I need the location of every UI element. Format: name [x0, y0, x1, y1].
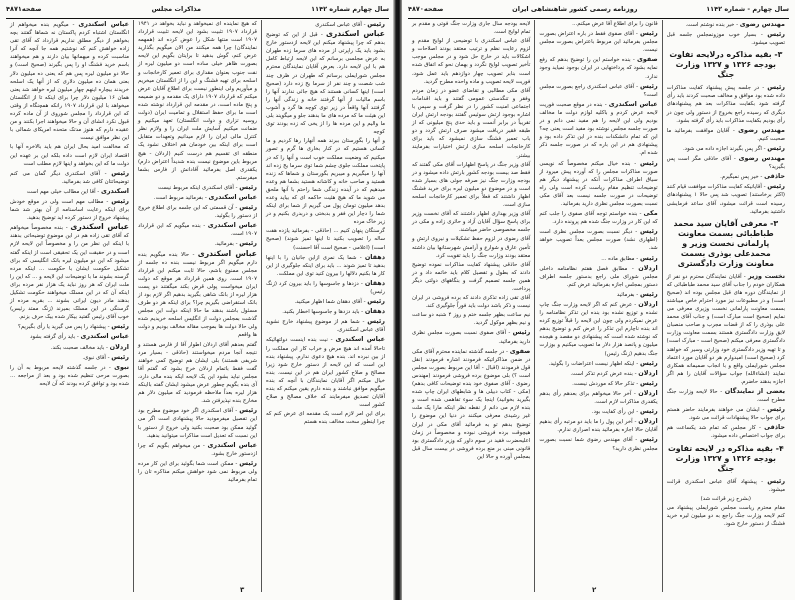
speaker-separator: -: [632, 419, 639, 426]
speaker-name: اردلان: [638, 388, 658, 397]
paragraph-text: گرسنگان پنهان کنیم ... (حاذقی - بفرمائید یازده هفت ساله را تصویب بکنید تا اینها تمیز شوند) (صحیح است) (اعلامی - صحیح است آقا احسنت): [266, 228, 385, 251]
right-page-columns: [408, 20, 789, 592]
speaker-separator: -: [233, 241, 240, 248]
paragraph: [266, 297, 385, 306]
paragraph: [138, 250, 257, 340]
right-page: [402, 0, 795, 600]
speaker-separator: -: [634, 83, 640, 90]
paragraph-text: بفرمائید.: [214, 241, 234, 248]
paragraph: [667, 172, 785, 181]
column: [408, 20, 535, 592]
speaker-name: حاذقی: [764, 172, 785, 181]
speaker-name: رئیس: [111, 322, 129, 331]
paragraph-text: بنده عرض کردم تذکر است.: [570, 370, 633, 377]
speaker-name: عباس اسکندری: [325, 29, 385, 39]
speaker-separator: -: [361, 22, 368, 28]
paragraph: [138, 193, 257, 202]
paragraph: [667, 83, 785, 124]
paragraph-text: آقای رضوی در لزوم حفظ تشکیلات و نیروی ارتش و تأمین عارق و شوارع و آرامش شهرستانها بیان داشته معتقد بودند وزارت جنگ را باید تقویت کرد.: [412, 236, 531, 259]
speaker-separator: -: [75, 334, 81, 341]
speaker-name: مکی: [643, 209, 658, 218]
speaker-name: رئیس: [767, 182, 785, 191]
speaker-name: حاذقی: [764, 423, 785, 432]
right-page-header: [408, 2, 789, 19]
paragraph: [138, 459, 257, 484]
paragraph-text: پیشنهاد آقای عباس اسکندری قرائت میشود.: [666, 478, 785, 493]
paragraph-text: گفتم بعدهم آقای اردلان اطوار آقا از فارس هستند و نتیجه آنجا مردم میخواستند (حاذقی - بسیار مرد شریفی هستند) بلی ایشان هم توضیح کمی خواهند گفت فقط باتمام اردلان خرج بشود که گفتم آقا مجلس نباید بشود این یک لایحه ایکه بنده مالی دارد، آی بنده بگویم چطور عرض میشود ایشان گفته بااینکه هزار لیره بعداً ملاحظه فرمودید که میلیون دلار هم مخارج بنده نپذیرفتن شد.: [138, 341, 257, 405]
section-heading: ۳- بقیه مذاکره درلایحه تفاوت بودجه ۱۳۲۶ و ۱۳۲۷ وزارت جنگ: [669, 50, 783, 80]
speaker-name: رئیس: [111, 168, 130, 177]
paragraph: [10, 353, 129, 362]
speaker-separator: -: [359, 319, 368, 326]
speaker-separator: -: [200, 442, 208, 449]
paragraph-text: بفرمائید: [616, 291, 635, 298]
speaker-separator: -: [761, 145, 768, 152]
speaker-separator: -: [730, 156, 739, 163]
paragraph-text: آقایان موافقت بفرمائید ما صحبت کنیم.: [666, 127, 785, 142]
paragraph: [667, 20, 785, 29]
paragraph: [266, 20, 385, 29]
speaker-name: رئیس: [639, 358, 658, 367]
speaker-separator: -: [361, 299, 368, 306]
issue-label: سال چهارم - شماره ۱۱۴۲: [706, 5, 789, 13]
paragraph-text: آقای صفوی نسبت بصورت مجلس نظری دارید بفرمائید.: [412, 330, 531, 345]
speaker-separator: -: [505, 330, 513, 337]
speaker-name: رئیس: [367, 297, 385, 306]
paragraph: [412, 20, 530, 36]
speaker-name: نبوی: [114, 362, 129, 371]
paragraph-text: برای این امر لازم است یک مقدمه ای عرض کنم که چرا اینطور سخت مخالف بنده هستم: [266, 411, 385, 426]
paragraph-text: آقای وزیر بهداری اظهار داشتند که آقای نخست وزیر برای پاسخ سؤال آقایان آزاد و حائری زاده و مکی در جلسه مخصوصی حاضر میباشند.: [412, 211, 531, 234]
paragraph: [138, 406, 257, 439]
paragraph-text: مقام محترم ریاست مجلس شورایملی پیشنهاد می کنم لایحه وزارت جنگ راجع به دو میلیون لیره خرید فشنگ از دستور خارج شود.: [666, 504, 785, 528]
speaker-name: رئیس: [639, 407, 658, 416]
paragraph-text: من میخواهم بگویم که چرا ازدستور خارج بشود.: [138, 442, 257, 457]
paragraph-text: آقای عباس اسکندری: [315, 22, 362, 28]
paragraph-text: میگویم بنده میخواهم از انگلستان اشتباه کردم پاکستان نه شماها گفتند بچه بخواهم از دیگر مطلق نداریم قرارداد که آقای تقی زاده خواهش کنم که نوشتیم همه جا آنچه که آنرا مناسبت کرده و میهمانها بیان دارند و هم میخواهند باسم خرید فشنگ او را پس بگیرند (صحیح است) و حالا دو میلیون لیره پس هم که یعنی ده میلیون دلار بعنی همان ده میلیون دلاری که از آنها یک اسلحه خریدند بیچاره اینهم چهار میلیون لیره خواهد شد یعنی همان ۱۶ میلیون دلار چرا برای اینکه تا از انگلستان میخواهد با این قرارداد ۱۹۰۷ رانکه همچنگاه از وقتی که این قرارداد را مجلس شوروی از آن ماده کرده قبول نکرد انشای آن و حالا میخواهند اجرا بکنند و من عقیده دارم که هنوز مدتک متحده امریکای شمالی با این نظر موافق نیست: [10, 22, 130, 142]
paragraph: [10, 322, 129, 331]
paragraph-text: مطابق فصل هفتم نظامنامه داخلی مجلس شورای ملی راجع بدستور جلسه اطراف دستور بمجلس اجازه بفرمائید عرض کنم.: [539, 265, 658, 288]
speaker-separator: -: [105, 364, 115, 371]
paragraph-text: آقای مهندس رضوی شما نسبت بصورت مجلس نظری دارید؟: [539, 437, 658, 452]
paragraph: [412, 294, 530, 310]
page-label: صفحه۴۸۷۰: [408, 5, 444, 13]
paragraph: [539, 209, 657, 226]
speaker-separator: -: [99, 170, 112, 177]
paragraph: [539, 227, 657, 252]
paragraph: [266, 317, 385, 334]
paragraph-text: باید دزدها و جاسوسها اخطار بکنید.: [282, 309, 360, 316]
paragraph: [539, 82, 657, 99]
paragraph-text: دزدها و جاسوسها را باید بیرون کرد (زنگ رئیس): [266, 280, 385, 295]
speaker-name: عباس اسکندری: [197, 248, 257, 258]
speaker-separator: -: [761, 184, 768, 191]
paragraph: [539, 379, 657, 388]
left-page: [0, 0, 395, 600]
speaker-name: رئیس: [767, 405, 785, 414]
speaker-name: عباس اسکندری: [208, 192, 257, 201]
speaker-separator: -: [359, 309, 365, 316]
speaker-name: رئیس: [767, 30, 785, 39]
speaker-separator: -: [632, 370, 639, 377]
paragraph: [667, 126, 785, 143]
paragraph-text: آقای دهقان شما اظهار میکنید.: [294, 299, 362, 306]
paragraph: [10, 187, 129, 196]
speaker-name: دهقان: [364, 252, 385, 261]
speaker-separator: -: [755, 425, 765, 432]
speaker-name: اردلان: [638, 368, 658, 377]
speaker-separator: -: [634, 409, 640, 416]
left-page-columns: [6, 20, 389, 592]
speaker-separator: -: [233, 408, 240, 415]
speaker-name: رئیس: [639, 378, 658, 387]
paragraph: [412, 311, 530, 327]
paragraph: [539, 359, 657, 368]
speaker-separator: -: [631, 390, 639, 397]
paragraph: [10, 223, 129, 321]
paragraph-text: کار مجلس که تمام شد یکساعت هم برای جواب اختصاص داده میشود.: [666, 425, 785, 440]
speaker-name: دهقان: [364, 307, 385, 316]
speaker-separator: -: [358, 280, 365, 287]
paragraph: [667, 423, 785, 440]
paragraph-text: اینکه اظهار نیست اعتراضات را بگوئید.: [548, 360, 635, 367]
paragraph-text: آقا این مطالب خیلی مهم است: [26, 188, 96, 195]
speaker-name: رئیس: [639, 81, 658, 90]
paragraph-text: قبل از این که توضیح بدهم که چرا پیشنهاد میکنم این لایحه ازدستور خارج بشود باید یک راپرتی از مرده های سرما زده طهران به عرض مجلسی برسانم که این لایحه ارتباط کامل هم با این لایحه دارد. بعرض آقایان نمایندگان محترم مجلس شورایملی برسانم که طهران در ظرف چند شب شصت و چند نفر از سرما یخ زده دارد (صحیح است) اینها کسانی هستند که هیچ جائی ندارند آنها را باسم مالیات از آنها گرفتند خانه و زندگی آنها را گرفتند آنها واقعاً در زیر توی کوچه ها گرد و آشوب این هیئت ما که مرده های ما بدهند جلو و میگویند بلی ما والیم و این مرده ها را از یخی که زده بودند توی کوچه: [266, 32, 385, 136]
paragraph: [667, 495, 785, 503]
speaker-name: رئیس: [512, 328, 531, 337]
speaker-separator: -: [356, 254, 365, 261]
speaker-name: رئیس: [639, 253, 658, 262]
speaker-name: اردلان: [638, 300, 658, 308]
paragraph-text: بنده خواستم این را توضیح بدهم که رفع نمایه بشود که پرداختهایی در ایران بوجود نمیاید وجود ندارد.: [539, 57, 658, 80]
speaker-separator: -: [634, 360, 640, 367]
speaker-separator: -: [105, 324, 112, 331]
paragraph-text: آخر این پول را ما باید دو مرتبه رأی بدهیم آقایان حالا اجازه بفرمائید بنده اصراری ندارم.: [539, 419, 658, 434]
column: [134, 20, 262, 592]
speaker-separator: -: [637, 211, 644, 218]
speaker-name: رئیس: [639, 289, 658, 298]
speaker-separator: -: [717, 389, 725, 395]
paragraph-text: آن قسمتی که این جلسه برای اطلاع خروج از دستور را بگوئید.: [138, 205, 257, 220]
paragraph: [138, 341, 257, 406]
paragraph-text: آقای اسکندری اگر خود موضوع مطرح بود این تفصیل میفرمودید حالا پیشنهادی است اگر می گوئید ممکن بود صحبت بکنید ولی خروج از دستور با این نسبت که تعدیل است مذاکرات میتوانید بدهید.: [138, 408, 257, 439]
speaker-name: عباس اسکندری: [80, 332, 129, 341]
section-title: مذاکرات مجلس: [151, 5, 202, 13]
paragraph: [266, 307, 385, 316]
paragraph-text: خیر پس نمیگیرم.: [720, 174, 759, 181]
speaker-separator: -: [634, 255, 640, 262]
paragraph-text: شما یک نمری ازاین جانیان را با اینها بدهید تا تمیز شوند ... باید برای اینکه جلوگیری از این کار ها بکنیم دلالها را بیرون کنید توی این مملکت.: [266, 254, 385, 277]
speaker-separator: -: [630, 160, 640, 167]
column: [663, 20, 789, 592]
paragraph-text: اگر پس بگیرند اجازه داده می شود.: [682, 145, 762, 152]
section-title: روزنامه رسمی کشور شاهنشاهی ایران: [512, 5, 638, 13]
paragraph-text: نیم ساعت بظهر جلسه ختم و روز ۴ شنبه دو ساعت و نیم بظهر موکول گردید.: [412, 312, 531, 327]
paragraph-text: تذکر حالا که موردش نیست.: [572, 380, 635, 387]
paragraph-text: نیت بنده اینست دولتهائیکه تاحالا آمده اند هیچ مرض و خراب کار این مملکت را از بین نبرده اند. بنده هیچ دعوی ندارم. پیشنهاد بنده این است که این لایحه از دستور خارج شود زیرا مصالح و صلاح کشور ایران هم در این نیست. بنده خیال میکنم اگر آقایان نمایندگان با آنچه که بنده میگویم موافق نباشند و بنده دارم یقین میکنم که بنده آقایان تصدیق میفرمایند که خلاف مصالح و صلاح کشور است: [266, 337, 385, 409]
paragraph: [539, 407, 657, 416]
paragraph-text: بنده خیال میکنم مخصوصاً که نویسی صورت مذاکرات مجلس را که آورده پیش میرود از سیاق اطراف مذاکرات آنکه در پیشنهاد دیگر هم توضیحات تنظیم مقام ریاست کرده است ولی راه توضیحات در صورت جلسه نیست بعد آقای مکی نسبت بصورت مجلس نظری دارید بفرمائید.: [539, 160, 658, 207]
paragraph: [539, 29, 657, 54]
speaker-separator: -: [741, 273, 748, 280]
paragraph: [266, 30, 385, 136]
speaker-separator: -: [189, 251, 198, 258]
speaker-separator: -: [103, 198, 112, 205]
paragraph: [10, 332, 129, 341]
speaker-name: صفوی: [509, 346, 531, 355]
speaker-separator: -: [630, 57, 638, 64]
speaker-name: رئیس: [767, 476, 786, 485]
speaker-name: اردلان: [638, 417, 658, 426]
speaker-separator: -: [759, 85, 768, 92]
paragraph: [10, 169, 129, 186]
speaker-separator: -: [203, 194, 209, 201]
speaker-name: عباس اسکندری: [78, 20, 129, 28]
speaker-name: اسکندری: [100, 186, 129, 195]
paragraph: [539, 20, 657, 28]
speaker-name: اردلان: [638, 263, 658, 272]
paragraph: [266, 279, 385, 296]
speaker-separator: -: [734, 22, 740, 28]
speaker-separator: -: [95, 188, 101, 195]
left-page-header: [6, 2, 389, 19]
speaker-separator: -: [634, 291, 640, 298]
paragraph: [539, 290, 657, 299]
speaker-separator: -: [758, 174, 765, 181]
paragraph: [266, 253, 385, 278]
paragraph-text: آقای عباس اسکندری راجع بصورت مجلس است؟: [539, 83, 658, 98]
speaker-name: رئیس: [639, 29, 658, 38]
paragraph-text: لایحه بودجه سال جاری وزارت جنگ فوتی و مقدم بر تمام لوایح است.: [412, 21, 531, 36]
paragraph: [539, 435, 657, 452]
speaker-name: رئیس: [239, 182, 257, 191]
paragraph: [667, 477, 785, 494]
speaker-name: رئیس: [767, 143, 785, 152]
paragraph-text: آقایان نمایندگان محترم دو نفر از همکاران خودم را جناب آقای سید محمد طباطبائی که از نمایندگان دوره های قبل مجلس بوده اند (صحیح است) و در مطبوعات نیز مورد احترام خاص میباشند بسمت معاونت پارلمانی نخست وزیری معرفی می نمایم (صحیح است مبارک است) و جناب آقای محمد علی بوذری را که از قضات مجرب و صاحب منصبان لایق وزارت دادگستری هستند بسمت معاونت وزارت دادگستری معرفی میکنم (صحیح است - مبارک است) و تا تهیه وزیر دادگستری خود وزارتی وسیر که خواهند کرد (صحیح است) امیدوارم هر دو آقایان مورد اعتماد مجلس شورایملی واقع و با انجاب صمیمانه همکاری نمایند (انشاءالله) جواب سؤالات آقایان را هم اگر اجازه بدهند حاضرم.: [666, 273, 785, 385]
paragraph: [667, 272, 785, 386]
paragraph: [266, 410, 385, 426]
speaker-separator: -: [632, 229, 640, 236]
speaker-separator: -: [633, 31, 640, 38]
paragraph-text: باید رأی گرفته بشود: [30, 334, 76, 341]
paragraph-text: آخر حالا میخواهم برای بعدهم رأی بدهم یکقدری مذاکرات لازم است.: [539, 390, 658, 406]
paragraph-text: آقای اسکندری دیگر گمان می کنم توضیحاتتان کافی شد بفرمائید.: [10, 170, 129, 185]
paragraph: [539, 55, 657, 80]
speaker-name: رئیس: [367, 20, 385, 28]
paragraph-text: بنده میگویم که این قرارداد ۱۹۰۷ است.: [138, 223, 257, 238]
speaker-name: عباس اسکندری: [608, 99, 658, 108]
paragraph-text: آقای حاذقی پیشنهاد کفایت مذاکرات نموده توضیح دادند که بطول و تفصیل کلام باید خاتمه داد و در همین جلسه تصمیم گرفت و بنگاههای دولتی دیگر پرداخت.: [412, 261, 531, 292]
paragraph: [667, 144, 785, 153]
page-number: ۳: [240, 586, 245, 594]
paragraph-text: و آنها را بگورستان ببرند همه آنهارا رها کردیم و ما کسانی هستیم که در کنار بخاری ها گرم و تصور میکنیم که وضعیت مملکت خوب است و آنها را که در پایتخت مملکت جلوی چشم شما توی سرما یخ زده اند آنها را میگیریم و میبریم بگورستان و شماها که زنده هستید و صاحب خانه و کاشانه هستید بشما هم وعده میدهیم که در آینده زندگی شما راحتم با آنها ملحق می شوید ما که هیچ هئیت حاکمه ای که بیاید وعده بدهد میلیون تومان پول می گیریم از شما برای اینکه شما را دچار این فقر و بدبختی و دربدری بکنیم و در زیر خاک مرده: [266, 138, 385, 226]
speaker-separator: -: [627, 265, 639, 272]
speaker-name: رئیس: [239, 406, 258, 415]
paragraph: [412, 261, 530, 293]
paragraph-text: بنده در موقع صحبت فوریت لایحه عرض کردم و باکلیه لوازم دولت ما مخالف بودیم ولی این لایحه را هم مفید نمی دانم و در صورت جلسه مجلس نوشته بود مفید است یعنی چه؟ این که تمام دانشکدات بنده در این تذکر داده بود و پیشنهادی هم در این باره که در صورت جلسه ذکر شده ام.: [539, 101, 658, 157]
speaker-separator: -: [233, 184, 240, 191]
speaker-name: عباس اسکندری: [335, 335, 385, 344]
paragraph-text: در جلسه گذشته نماینده محترم آقای مکی در ضمن مذاکراتیکه فرمودند اشاره فرمودند (نقل قول فرمودند (اقبال - آقا این مربوط بصورت مجلس است ؟) بلی موضوع برده فروشی فرمودند (مهندس رضوی - آقای صفوی خود بنده توضیحات کافی بدهم) (مکی - کتاب دبیلی ها و شابطهای ایران چاپ شده بگیرید بخوانید) اینجا یک سوء تفاهمی شده است و بنده لازم می دانم از نقطه نظر اینکه مارا یک ملت غیر رشیدی معرفی میکنند در دنیا این موضوع را توضیح بدهم تو به فرمائید آقای مکی در ایران هیچوقت برده فروشی نبوده و مخصوصاً در زمان اعلیحضرت فقید در سوم داور که وزیر دادگستری بود قانونی مبنی بر منع برده فروشی در بیست سال قبل بمجلس آورده و حالا این: [412, 348, 531, 460]
paragraph: [10, 343, 129, 352]
paragraph: [667, 154, 785, 171]
paragraph-text: آقای وزیر جنگ در پاسخ اظهارات آقای مکی گفتند که فقط صد بیست بودجه کشور بارتش داده میشود و در بودجه وزارت جنگ نیز صرفه جوئی های بسیار شده است و در موضوع دو میلیون لیره برای خرید فشنگ اظهار داشتند که فعلاً برای تعمیر کارخانجات اسلحه سازی است.: [412, 161, 531, 209]
paragraph-text: حالا بنده میگویم بنده دارم میگویم اگر مربوط نیست بنده ده جلسه از مجلس ممنوع باشم، حالا ثابت میکنم این قرارداد ۱۹۰۷ است. روی همین قرارداد هر موقع که دولت ایران میخواست پولی قرض بکند میگفتند دو پست هزار لیره از بانک شاهی بگیرید بدهیم اگر لازم بود از بانک استقراضی بگیریم چرا؟ برای اینکه هر دو طرف مسئول باشند بدهند ما حالا اینکه دولت این مجلس گذشت بمجلس دولت از انگلیس اسلحه خریدیم شده ولی حالا دولت ها بموجب مقاله مخالف بودیم و دولت ها واقعم: [138, 251, 257, 339]
paragraph-text: قانون را برای اطلاع آقا عرض میکنم...: [572, 21, 658, 27]
paragraph-text: که مخالفت امید بحال ایران هم باید بالاخره آنها با اقتصاد ایران لازم است داده بلکه این بر عهده این دولت ما که این بخواهد و اینها لازم مطلب است: [10, 144, 129, 167]
speaker-name: عباس اسکندری: [207, 221, 258, 230]
speaker-name: مهندس رضوی: [738, 125, 785, 134]
speaker-name: رئیس: [639, 435, 658, 444]
paragraph-text: آقای تقی زاده تذکری دادند که برده فروشی در ایران نیست و ذکر باشد دولت باید فوراً جلوگیری کند.: [412, 295, 531, 310]
speaker-name: عباس اسکندری: [70, 222, 129, 232]
speaker-separator: -: [756, 478, 768, 485]
speaker-separator: -: [63, 225, 71, 232]
paragraph: [539, 254, 657, 263]
paragraph: [412, 87, 530, 160]
paragraph: [412, 235, 530, 259]
speaker-name: عباس اسکندری: [207, 440, 257, 449]
section-heading: ۳- معرفی آقایان سید محمد طباطبائی بسمت معاونت پارلمانی نخست وزیر و محمدعلی بوذری بسمت معاونت وزارت دادگستری: [673, 218, 779, 268]
paragraph-text: در جلسه پیش پیشنهاد کفایت مذاکرات داده شده بود موافق و مخالف صحبت کردند باید رأی گرفته شود بکفایت مذاکرات بعد هم پیشنهادهای دیگری که رسیده راجع بخروج از دستور ولی چون در رأی بودیم بکفایت مذاکرات باید رأی گرفته بشود.: [666, 85, 785, 124]
speaker-separator: -: [327, 337, 336, 344]
paragraph: [539, 389, 657, 406]
paragraph-text: که هیچ نماینده ای نمیخواهد و نباید بخواهد در ۱۹۴۱ قرارداد ۱۹۰۷ تثبیت بشود این لایحه تثبیت قرارداد ۱۹۰۷ است منتها شکل را عوض کرده اند (همهمه نمایندگان) چرا همه میکنند من الان میگویم بگذارید عرض کنم، گوش بدهید تا برایتان بگویم این لایحه بصورت ظاهر خیلی ساده است دو میلیون لیره از نفت جنوب بعنوان مقداری برای تعمیر کارخانجات و اسلحه برای تهیه فشنگ و این را از انگلستان میخریم و میآوریم ولی اینطور نیست برای اطلاع آقایان عرض میکنم که قرارداد ۱۹۰۷ دارای یک مقدمه و دو ضمیمه و پنج ماده است، در مقدمه این قرارداد نوشته شده است ما برای حفظ استقلال و تمامیت ایران (دولت روسیه تزاری و دولت انگلستان) تعهد میکنیم و ضمانت میکنیم آسایش ملت ایران را و ولازم نظر کنترل مالی ایران را لازم میدانیم وتعهدات متقابل است برای اینکه بین خودمان هم اختلاف نشود یک منطقه ای تقسیم هم درست کنیم (اردلان - هیچ مربوط باین موضوع نیست بنده شدیداً اعتراض دارم) یکقدری اصل بفرمائید آقادانش از فارس بشما میفرستم.: [138, 21, 257, 181]
paragraph-text: ممکن است شما بگوئید برای این کار مرده ولی مربوط نمی شود خواهش میکنم مذاکره تان را تمام بفرمائید: [138, 460, 257, 484]
paragraph: [667, 182, 785, 215]
paragraph-text: آقای نبوی.: [82, 354, 106, 361]
speaker-separator: -: [602, 101, 609, 108]
paragraph-text: شما هم از موضوع پیشنهاد خارج نشوید آقای عباس اسکندری.: [266, 319, 385, 334]
paragraph-text: پیشنهاد را پس می گیرید یا رأی بگیریم؟: [17, 324, 106, 331]
paragraph: [667, 387, 785, 404]
paragraph: [138, 20, 257, 182]
speaker-separator: -: [105, 354, 112, 361]
speaker-separator: -: [634, 380, 640, 387]
paragraph: [667, 30, 785, 47]
paragraph: [138, 203, 257, 220]
paragraph: [412, 210, 530, 234]
paragraph-text: آقای صفوی فقط در باره اعتراض بصورت مجلس بفرمائید این مربوط باعتراض بصورت مجلس نیست.: [539, 31, 658, 54]
speaker-separator: -: [233, 205, 240, 212]
paragraph: [138, 441, 257, 458]
paragraph-text: مطابق ماده ...: [601, 255, 635, 262]
speaker-name: مهندس رضوی: [738, 154, 785, 163]
paragraph: [10, 363, 129, 388]
issue-label: سال چهارم شماره ۱۱۴۲: [311, 5, 389, 13]
paragraph: [266, 227, 385, 251]
paragraph: [10, 20, 129, 142]
speaker-name: نخست وزیر: [747, 271, 785, 280]
paragraph-text: عرض کنم که اگر لایحه وزارت جنگ چاپ نشده و توزیع نشده بود بنده این تذکر نظامنامه را عرض نمیکردم ولی چون این لایحه را قبلاً توزیع کرده اند بنده ناچارم این تذکر را عرض کنم و توضیح بدهم که نوشته شده است که پیشنهادی دو مقصد و هیجده میلیون و پانصد هزار دلار ما تصویب میکنیم و بوزارت جنگ بدهیم (زنگ رئیس): [539, 302, 658, 357]
paragraph: [412, 347, 530, 461]
speaker-name: رئیس: [239, 239, 257, 248]
paragraph: [539, 417, 657, 434]
paragraph: [266, 335, 385, 409]
speaker-name: دهقان: [364, 278, 386, 287]
speaker-separator: -: [632, 437, 640, 444]
speaker-name: رئیس: [639, 227, 658, 236]
speaker-name: رئیس: [239, 203, 258, 212]
paragraph: [138, 221, 257, 238]
paragraph-text: آقای مکی مطالبی و تقاضای عضو در زمان مردم وفقر و تنگدستی عمومی گفتند و باید اقدامات اجتماعی امنیت کشور را در نظر گرفت و سپس با اشاره بوجود ارتش سوئیس گفتند بودجه ارتش ایران تقریباً در برابر آنست و باید حدی پنج میلیونی که از طبقه فقیر دریافت میشود صرف ارتش گردد و دو باب تعمیر فشنگ سازی نمیشود که باید برای کارخانجات اسلحه سازی ارتش اختیارات بفرمایند بیشتر.: [412, 87, 531, 159]
paragraph-text: خیر بنده نوشتم است.: [685, 22, 735, 28]
paragraph: [266, 137, 385, 226]
paragraph: [138, 239, 257, 248]
section-heading: ۴- بقیه مذاکره در لایحه تفاوت بودجه ۱۳۲۶ و ۱۳۲۷ وزارت جنگ: [667, 443, 784, 473]
paragraph-text: آقای اسکندری اینکه مربوط نیست: [157, 184, 234, 191]
page-number: ۲: [592, 586, 597, 594]
speaker-name: صفوی: [637, 55, 658, 64]
paragraph: [539, 100, 657, 158]
paragraph: [412, 161, 530, 210]
paragraph-text: در جلسه گذشته لایحه مربوط به آن را بصورت مرحی تنظیم شده بود و بعد از مراجعه ... شده بود و توافق کرده بودند که آن لایحه: [10, 364, 129, 387]
paragraph-text: ایشان می خواهند بفرمایند حاضر هستم برای جواب حالا پیشنهادات قرائت می شود.: [666, 407, 785, 422]
paragraph-text: (بشرح زیر قرائت شد): [700, 495, 752, 502]
column: [535, 20, 662, 592]
paragraph-text: باید مخالف صحبت بکند.: [50, 344, 105, 351]
speaker-name: اردلان: [109, 342, 129, 351]
speaker-separator: -: [317, 32, 326, 39]
paragraph-text: بفرمائید مربوط است.: [153, 194, 204, 201]
paragraph-text: بنده خواستم توجه آقای صفوی را جلب کنم که این کار در وزارت جنگ شده هم پرونده دارد.: [539, 211, 658, 226]
speaker-separator: -: [68, 22, 79, 28]
paragraph: [539, 159, 657, 209]
paragraph-text: این رأی کفایت بود.: [591, 409, 635, 416]
speaker-name: رئیس: [239, 458, 257, 467]
speaker-separator: -: [759, 407, 768, 414]
paragraph-text: بنده مخصوصاً میخواهم که آقای تقی زاده هم در این موضوع توضیحاتی بدهند با اینکه این نظر من را و مخصوصاً این لایحه لازم است و در حقیقت این یک تحقیقی است از اینکه گفته میشود که این دو میلیون لیره بانک انگلیسی که برای تشکیل حکومت ایشان با حکومت ... اینکه مرده گرسنه بشوند ما با توضیحات این لایحه و ... که این را ملت ایران که هر روز نباید یک هزار نفر مرده برای اینکه آن که در این مسلک میخواهند حکومت تشکیل بدهند مادر دیون ایرانی بشوند ... بقریه مرده از گرسنگی در این مسلک بمیرند (زنگ ممتد رئیس) خوب آقای رئیس گفتید بیکار شده بیک حرف بزنم.: [10, 225, 129, 321]
paragraph: [10, 197, 129, 222]
speaker-name: رئیس: [639, 158, 658, 167]
paragraph: [138, 183, 257, 192]
paragraph-text: بسیار خوب موزونمجلس جلسه قبل تصویب میشود.: [666, 32, 785, 47]
paragraph-text: حالا لایحه وزارت جنگ مطرح است.: [666, 389, 785, 404]
speaker-name: رئیس: [111, 196, 129, 205]
paragraph-text: آقایانیکه کفایت مذاکرات موافقت قیام کنند (اکثر برخاستند) تصویب شد پس حالا ۱ پیشنهادهای رسیده است قرائت میشود، آقای ساعد فرمایشی داشتید بفرمائید.: [666, 184, 785, 215]
speaker-name: رئیس: [367, 317, 385, 326]
speaker-separator: -: [729, 127, 739, 134]
speaker-separator: -: [756, 32, 768, 39]
paragraph: [539, 300, 657, 358]
speaker-separator: -: [200, 223, 208, 230]
speaker-separator: -: [632, 302, 639, 308]
paragraph: [412, 37, 530, 86]
speaker-name: رئیس: [111, 352, 129, 361]
paragraph-text: دیگر نسبت بصورت مجلس نظری است (اظهاری نشد) صورت مجلس بعداً تصویب خواهد شد.: [539, 229, 658, 252]
paragraph-text: آقای حاذقی مگر است پس بگیرید؟: [666, 156, 785, 171]
paragraph: [667, 504, 785, 528]
column: [262, 20, 389, 592]
paragraph: [539, 264, 657, 289]
speaker-name: مهندس رضوی: [739, 20, 785, 28]
paragraph-text: آقای عباس اسکندری با توضیحی از لوایح مقدم و لزوم رعایت نظم و ترتیب معتقد بودند اصلاحات و اشکالات باید در خارج حل شود و در مجلس موجب تأخیر تصویب لوایح نگردد و بهمان نحو که اتفاق شده است بنابر تصویب چهار دوازدهم باید عمل شود، فوریت لایحه تصویب و ماده واحده مطرح گردید.: [412, 38, 531, 85]
paragraph: [10, 143, 129, 167]
paragraph: [412, 328, 530, 345]
paragraph: [539, 369, 657, 378]
speaker-separator: -: [504, 348, 510, 355]
speaker-name: بعضی از نمایندگان: [724, 387, 785, 395]
column: [6, 20, 134, 592]
speaker-separator: -: [233, 460, 240, 467]
speaker-separator: -: [104, 344, 110, 351]
paragraph: [667, 405, 785, 422]
page-label: صفحه۴۸۷۱: [6, 5, 42, 13]
paragraph-text: مطالب مهم است ولی در موقع خودش برای اینکه رعایت اساسنامه از آن بهتر شد شما پیشنهاد خروج از دستور کرده اید توضیح بدهید.: [10, 198, 129, 222]
speaker-name: رئیس: [767, 83, 785, 92]
